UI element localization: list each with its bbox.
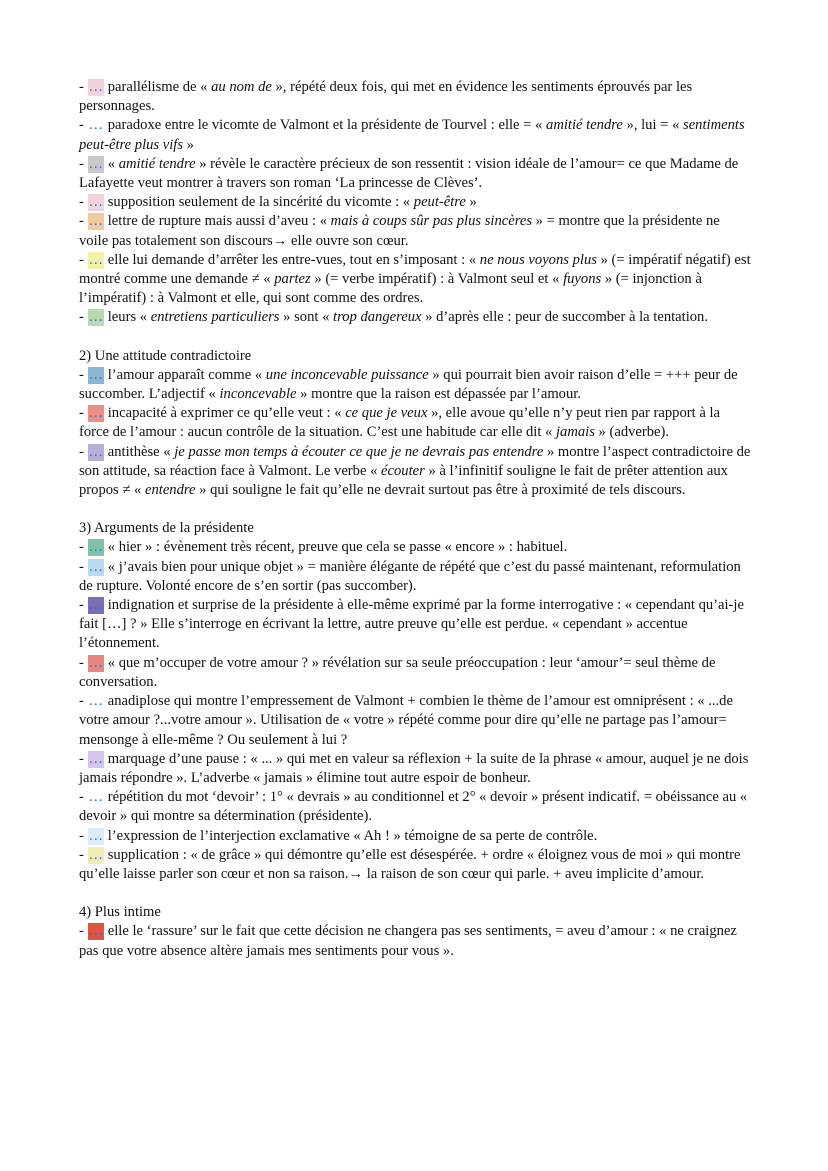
- highlight-marker: …: [88, 443, 104, 460]
- item-text: anadiplose qui montre l’empressement de Valmont + combien le thème de l’amour est omniprésent : « ...de votre amour ?...votre amour ». Utilisation de « votre » répété comme pour dire qu’elle ne partage pas l’amour= mensonge à elle-même ? Ou seulement à lui ?: [79, 693, 733, 748]
- analysis-item: [79, 654, 752, 692]
- highlight-marker: …: [88, 251, 104, 268]
- bullet-dash: -: [79, 79, 88, 95]
- highlight-marker: …: [88, 309, 104, 326]
- analysis-item: [79, 116, 752, 154]
- analysis-item: [79, 692, 752, 750]
- item-text: « amitié tendre » révèle le caractère précieux de son ressentit : vision idéale de l’amour= ce que Madame de Lafayette veut montrer à travers son roman ‘La princesse de Clèves’.: [79, 155, 739, 192]
- bullet-dash: -: [79, 194, 88, 211]
- highlight-marker: …: [88, 846, 104, 863]
- item-text: elle le ‘rassure’ sur le fait que cette décision ne changera pas ses sentiments, = aveu d’amour : « ne craignez pas que votre absence altère jamais mes sentiments pour vous ».: [79, 923, 737, 959]
- bullet-dash: -: [79, 405, 88, 422]
- bullet-dash: -: [79, 789, 88, 806]
- analysis-item: [79, 366, 752, 404]
- section-heading: 2) Une attitude contradictoire: [79, 347, 252, 364]
- bullet-dash: -: [79, 597, 88, 614]
- analysis-item: [79, 193, 752, 212]
- highlight-marker: …: [88, 213, 104, 230]
- highlight-marker: …: [88, 117, 104, 134]
- highlight-marker: …: [88, 827, 104, 844]
- analysis-item: [79, 443, 752, 501]
- item-text: antithèse « je passe mon temps à écouter ce que je ne devrais pas entendre » montre l’aspect contradictoire de son attitude, sa réaction face à Valmont. Le verbe « écouter » à l’infinitif souligne le fait de prêter attention aux propos ≠ « entendre » qui souligne le fait qu’elle ne devrait surtout pas être à proximité de tels discours.: [79, 443, 751, 499]
- bullet-dash: -: [79, 539, 88, 556]
- bullet-dash: -: [79, 443, 88, 460]
- analysis-item: [79, 558, 752, 596]
- section-heading: 3) Arguments de la présidente: [79, 520, 254, 537]
- highlight-marker: …: [88, 558, 104, 575]
- section-heading: 4) Plus intime: [79, 904, 161, 921]
- bullet-dash: -: [79, 155, 88, 172]
- analysis-item: [79, 788, 752, 826]
- highlight-marker: …: [88, 366, 104, 383]
- analysis-item: [79, 827, 752, 846]
- bullet-dash: -: [79, 251, 88, 268]
- item-text: lettre de rupture mais aussi d’aveu : « mais à coups sûr pas plus sincères » = montre que la présidente ne voile pas totalement son discours→ elle ouvre son cœur.: [79, 213, 720, 249]
- highlight-marker: …: [88, 750, 104, 767]
- highlight-marker: …: [88, 923, 104, 940]
- highlight-marker: …: [88, 405, 104, 422]
- bullet-dash: -: [79, 827, 88, 844]
- highlight-marker: …: [88, 789, 104, 806]
- analysis-item: [79, 212, 752, 250]
- bullet-dash: -: [79, 693, 88, 710]
- item-text: incapacité à exprimer ce qu’elle veut : « ce que je veux », elle avoue qu’elle n’y peut rien par rapport à la force de l’amour : aucun contrôle de la situation. C’est une habitude car elle dit « jamais » (adverbe).: [79, 405, 720, 441]
- bullet-dash: -: [79, 654, 88, 671]
- analysis-item: [79, 846, 752, 884]
- bullet-dash: -: [79, 846, 88, 863]
- bullet-dash: -: [79, 366, 88, 383]
- bullet-dash: -: [79, 117, 88, 134]
- item-text: l’amour apparaît comme « une inconcevable puissance » qui pourrait bien avoir raison d’elle = +++ peur de succomber. L’adjectif « inconcevable » montre que la raison est dépassée par l’amour.: [79, 366, 738, 403]
- analysis-item: [79, 78, 752, 116]
- analysis-item: [79, 750, 752, 788]
- bullet-dash: -: [79, 923, 88, 940]
- item-text: marquage d’une pause : « ... » qui met en valeur sa réflexion + la suite de la phrase « amour, auquel je ne dois jamais répondre ». L’adverbe « jamais » élimine tout autre espoir de bonheur.: [79, 750, 749, 786]
- analysis-item: [79, 596, 752, 654]
- item-text: paradoxe entre le vicomte de Valmont et la présidente de Tourvel : elle = « amitié tendre », lui = « sentiments peut-être plus vifs »: [79, 117, 745, 153]
- analysis-item: [79, 404, 752, 442]
- bullet-dash: -: [79, 750, 88, 767]
- item-text: l’expression de l’interjection exclamative « Ah ! » témoigne de sa perte de contrôle.: [104, 827, 598, 844]
- item-text: elle lui demande d’arrêter les entre-vues, tout en s’imposant : « ne nous voyons plus » (= impératif négatif) est montré comme une demande ≠ « partez » (= verbe impératif) : à Valmont seul et « fuyons » (= injonction à l’impératif) : à Valmont et elle, qui sont comme des ordres.: [79, 251, 751, 307]
- highlight-marker: …: [88, 597, 104, 614]
- item-text: parallélisme de « au nom de », répété deux fois, qui met en évidence les sentiments éprouvés par les personnages.: [79, 79, 693, 115]
- highlight-marker: …: [88, 539, 104, 556]
- analysis-item: [79, 155, 752, 193]
- highlight-marker: …: [88, 654, 104, 671]
- bullet-dash: -: [79, 213, 88, 230]
- bullet-dash: -: [79, 309, 88, 326]
- item-text: leurs « entretiens particuliers » sont « trop dangereux » d’après elle : peur de succomber à la tentation.: [104, 309, 709, 326]
- highlight-marker: …: [88, 693, 104, 710]
- item-text: indignation et surprise de la présidente à elle-même exprimé par la forme interrogative : « cependant qu’ai-je fait […] ? » Elle s’interroge en écrivant la lettre, autre preuve qu’elle est perdue. « cependant » accentue l’étonnement.: [79, 597, 744, 652]
- highlight-marker: …: [88, 194, 104, 211]
- item-text: « hier » : évènement très récent, preuve que cela se passe « encore » : habituel.: [104, 539, 568, 556]
- analysis-item: [79, 251, 752, 309]
- bullet-dash: -: [79, 558, 88, 575]
- analysis-item: [79, 922, 752, 960]
- analysis-item: [79, 308, 752, 327]
- highlight-marker: …: [88, 155, 104, 172]
- item-text: « j’avais bien pour unique objet » = manière élégante de répété que c’est du passé maintenant, reformulation de rupture. Volonté encore de s’en sortir (pas succomber).: [79, 558, 741, 594]
- item-text: supplication : « de grâce » qui démontre qu’elle est désespérée. + ordre « éloignez vous de moi » qui montre qu’elle laisse parler son cœur et non sa raison.→ la raison de son cœur qui parle. + aveu implicite d’amour.: [79, 846, 741, 882]
- analysis-item: [79, 538, 752, 557]
- item-text: supposition seulement de la sincérité du vicomte : « peut-être »: [104, 194, 477, 211]
- highlight-marker: …: [88, 79, 104, 95]
- item-text: répétition du mot ‘devoir’ : 1° « devrais » au conditionnel et 2° « devoir » présent indicatif. = obéissance au « devoir » qui montre sa détermination (présidente).: [79, 789, 748, 825]
- item-text: « que m’occuper de votre amour ? » révélation sur sa seule préoccupation : leur ‘amour’= seul thème de conversation.: [79, 654, 716, 690]
